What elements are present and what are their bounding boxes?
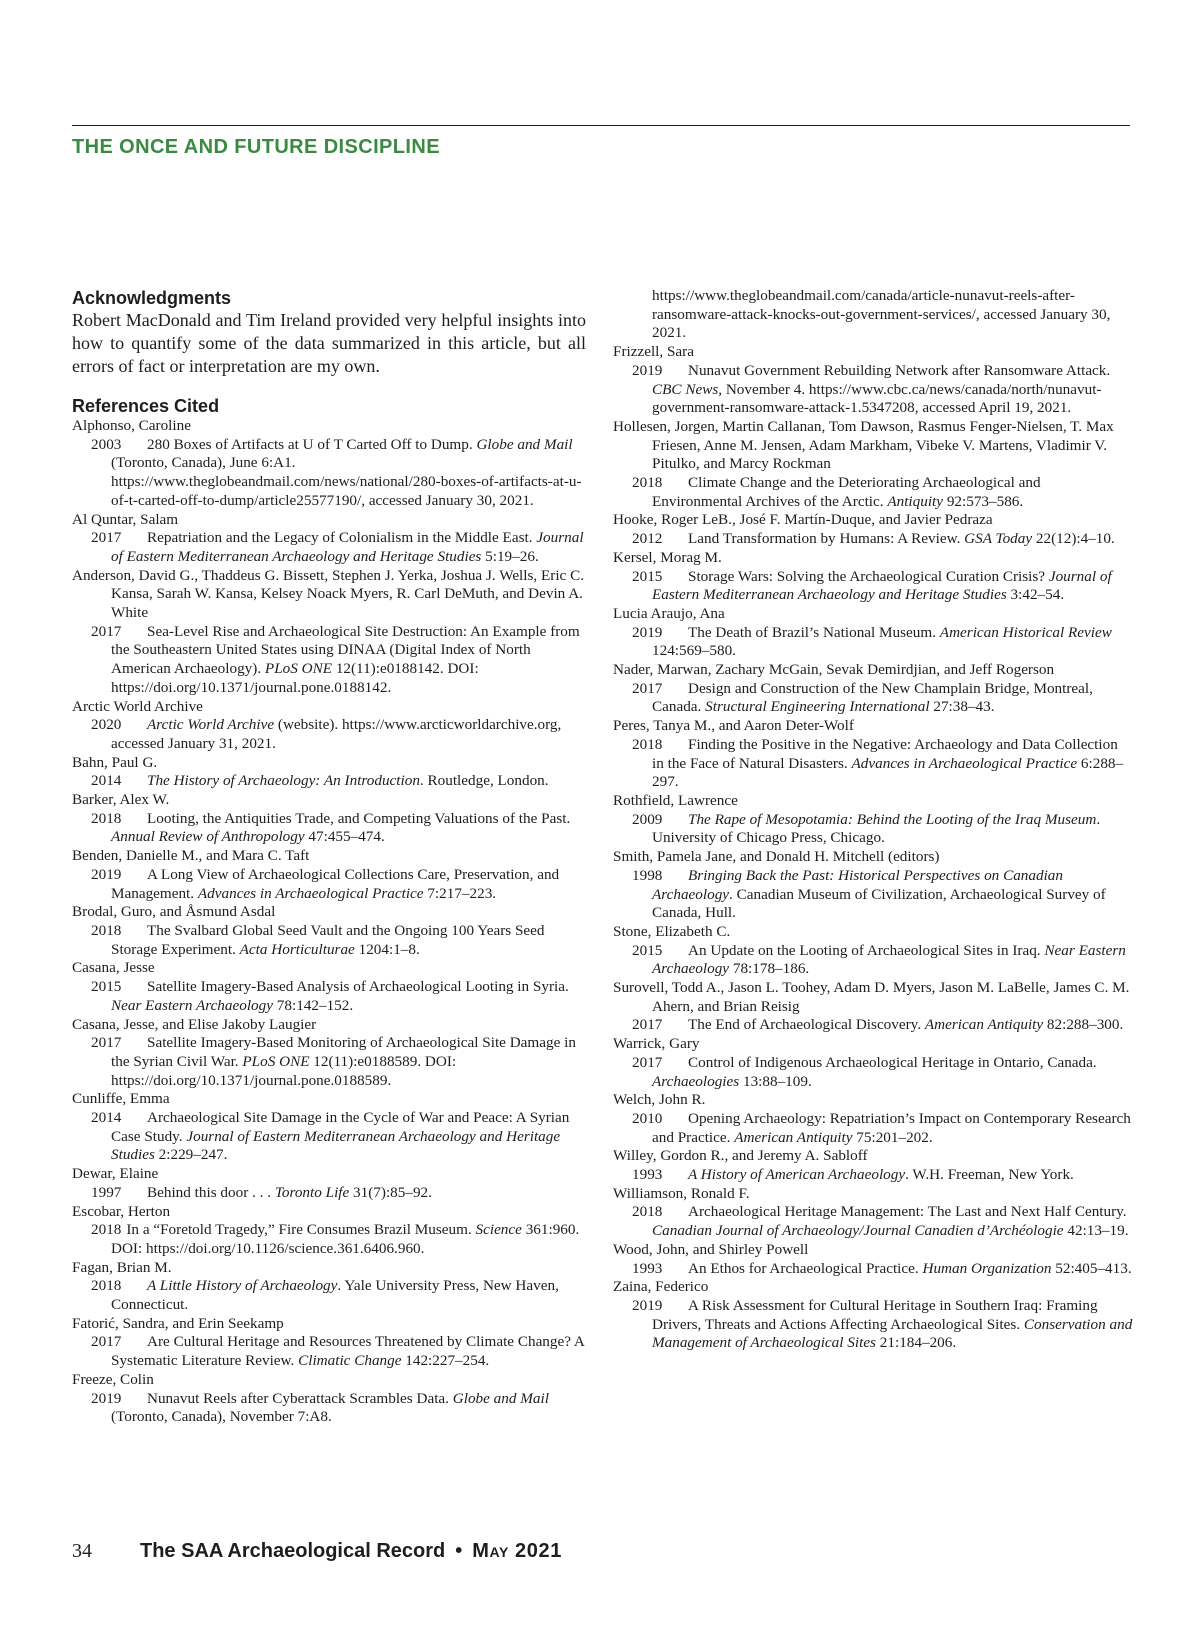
reference-author: Al Quntar, Salam (72, 510, 179, 528)
reference-entry (72, 623, 586, 698)
reference-author: Fatorić, Sandra, and Erin Seekamp (72, 1314, 284, 1332)
reference-year: 2015 (632, 941, 663, 959)
reference-citation: Storage Wars: Solving the Archaeological Curation Crisis? Journal of Eastern Mediterranean Archaeology and Heritage Studies 3:42–54. (652, 567, 1112, 604)
reference-year: 2003 (91, 435, 122, 453)
reference-citation: A Long View of Archaeological Collections Care, Preservation, and Management. Advances in Archaeological Practice 7:217–223. (111, 865, 560, 902)
reference-citation: In a “Foretold Tragedy,” Fire Consumes Brazil Museum. Science 361:960. DOI: https://doi.org/10.1126/science.361.6406.960. (111, 1221, 580, 1257)
issue-date: May 2021 (472, 1540, 562, 1562)
right-column (613, 287, 1133, 1353)
reference-citation: The Rape of Mesopotamia: Behind the Looting of the Iraq Museum. University of Chicago Press, Chicago. (652, 810, 1101, 847)
reference-author: Anderson, David G., Thaddeus G. Bissett, Stephen J. Yerka, Joshua J. Wells, Eric C. Kansa, Sarah W. Kansa, Kelsey Noack Myers, R. Carl DeMuth, and Devin A. White (72, 566, 585, 622)
reference-author: Escobar, Herton (72, 1202, 171, 1220)
reference-list-left (72, 417, 586, 1427)
reference-author: Benden, Danielle M., and Mara C. Taft (72, 847, 310, 865)
reference-entry (72, 529, 586, 566)
reference-author: Dewar, Elaine (72, 1165, 159, 1183)
reference-citation: Nunavut Government Rebuilding Network after Ransomware Attack. CBC News, November 4. https://www.cbc.ca/news/canada/north/nunavut-government-ransomware-attack-1.5347208, accessed April 19, 2021. (652, 361, 1111, 417)
reference-year: 2014 (91, 1109, 122, 1127)
reference-citation: Sea-Level Rise and Archaeological Site Destruction: An Example from the Southeastern United States using DINAA (Digital Index of North American Archaeology). PLoS ONE 12(11):e0188142. DOI: https://doi.org/10.1371/journal.pone.0188142. (111, 622, 580, 696)
reference-entry (613, 530, 1133, 549)
reference-year: 2018 (91, 809, 122, 827)
reference-year: 2017 (632, 1016, 663, 1034)
reference-entry (613, 1297, 1133, 1353)
footer-separator: • (455, 1540, 463, 1562)
reference-author: Lucia Araujo, Ana (613, 604, 725, 622)
reference-year: 2018 (632, 474, 663, 492)
reference-year: 2014 (91, 772, 122, 790)
reference-author: Barker, Alex W. (72, 791, 170, 809)
reference-year: 2018 (91, 1221, 122, 1239)
reference-year: 1993 (632, 1259, 663, 1277)
reference-entry (613, 1054, 1133, 1091)
reference-author: Casana, Jesse, and Elise Jakoby Laugier (72, 1015, 317, 1033)
reference-year: 2017 (91, 529, 122, 547)
reference-citation: Climate Change and the Deteriorating Archaeological and Environmental Archives of the Arctic. Antiquity 92:573–586. (652, 474, 1041, 510)
reference-citation: Looting, the Antiquities Trade, and Competing Valuations of the Past. Annual Review of Anthropology 47:455–474. (111, 809, 571, 846)
reference-year: 2010 (632, 1109, 663, 1127)
reference-year: 1998 (632, 866, 663, 884)
reference-author: Cunliffe, Emma (72, 1090, 170, 1108)
reference-entry (613, 1260, 1133, 1279)
reference-year: 2019 (91, 865, 122, 883)
reference-year: 2017 (632, 1053, 663, 1071)
reference-author: Peres, Tanya M., and Aaron Deter-Wolf (613, 717, 854, 735)
reference-citation: Opening Archaeology: Repatriation’s Impact on Contemporary Research and Practice. American Antiquity 75:201–202. (652, 1109, 1131, 1146)
reference-citation: An Ethos for Archaeological Practice. Human Organization 52:405–413. (688, 1259, 1132, 1277)
reference-entry (72, 866, 586, 903)
reference-entry (72, 772, 586, 791)
reference-entry (72, 1184, 586, 1203)
reference-entry (613, 1016, 1133, 1035)
reference-author: Zaina, Federico (613, 1278, 709, 1296)
reference-year: 2018 (91, 921, 122, 939)
reference-citation: Finding the Positive in the Negative: Archaeology and Data Collection in the Face of Natural Disasters. Advances in Archaeological Practice 6:288–297. (652, 735, 1124, 791)
reference-author: Casana, Jesse (72, 959, 155, 977)
reference-entry (72, 1109, 586, 1165)
reference-year: 2017 (632, 679, 663, 697)
reference-author: Hollesen, Jorgen, Martin Callanan, Tom Dawson, Rasmus Fenger-Nielsen, T. Max Friesen, Anne M. Jensen, Adam Markham, Vibeke V. Martens, Vladimir V. Pitulko, and Marcy Rockman (613, 417, 1114, 473)
reference-entry (72, 1333, 586, 1370)
reference-citation: Satellite Imagery-Based Analysis of Archaeological Looting in Syria. Near Eastern Archaeology 78:142–152. (111, 978, 569, 1014)
reference-citation: Land Transformation by Humans: A Review. GSA Today 22(12):4–10. (688, 530, 1115, 548)
acknowledgments-text: Robert MacDonald and Tim Ireland provided very helpful insights into how to quantify some of the data summarized in this article, but all errors of fact or interpretation are my own. (72, 310, 586, 376)
reference-entry (613, 867, 1133, 923)
reference-author: Brodal, Guro, and Åsmund Asdal (72, 903, 276, 921)
reference-entry (72, 716, 586, 753)
reference-entry (72, 1277, 586, 1314)
reference-year: 2017 (91, 1333, 122, 1351)
page-footer (72, 1540, 562, 1563)
reference-entry (613, 736, 1133, 792)
section-header: THE ONCE AND FUTURE DISCIPLINE (72, 136, 440, 158)
reference-author: Kersel, Morag M. (613, 548, 722, 566)
reference-author: Warrick, Gary (613, 1035, 700, 1053)
reference-year: 2020 (91, 716, 122, 734)
reference-year: 2017 (91, 622, 122, 640)
reference-citation: 280 Boxes of Artifacts at U of T Carted Off to Dump. Globe and Mail (Toronto, Canada), June 6:A1. https://www.theglobeandmail.com/news/national/280-boxes-of-artifacts-at-u-of-t-carted-off-to-dump/article25577190/, accessed January 30, 2021. (111, 435, 582, 509)
reference-entry (613, 362, 1133, 418)
reference-year: 2018 (91, 1277, 122, 1295)
reference-year: 2018 (632, 735, 663, 753)
reference-author: Wood, John, and Shirley Powell (613, 1240, 809, 1258)
reference-list-right (613, 343, 1133, 1353)
reference-author: Smith, Pamela Jane, and Donald H. Mitchell (editors) (613, 848, 940, 866)
reference-entry (72, 978, 586, 1015)
references-heading: References Cited (72, 396, 220, 416)
reference-year: 2019 (91, 1389, 122, 1407)
reference-author: Rothfield, Lawrence (613, 791, 738, 809)
reference-citation: Satellite Imagery-Based Monitoring of Archaeological Site Damage in the Syrian Civil War. PLoS ONE 12(11):e0188589. DOI: https://doi.org/10.1371/journal.pone.0188589. (111, 1034, 576, 1089)
reference-author: Freeze, Colin (72, 1370, 154, 1388)
reference-entry (613, 1166, 1133, 1185)
reference-entry (613, 1203, 1133, 1240)
reference-year: 2015 (632, 567, 663, 585)
reference-year: 1997 (91, 1183, 122, 1201)
header-rule (72, 125, 1130, 126)
reference-year: 2019 (632, 361, 663, 379)
reference-citation: The Death of Brazil’s National Museum. American Historical Review 124:569–580. (652, 623, 1112, 660)
reference-author: Arctic World Archive (72, 697, 203, 715)
reference-entry (72, 1221, 586, 1258)
reference-entry (72, 1034, 586, 1090)
reference-author: Nader, Marwan, Zachary McGain, Sevak Demirdjian, and Jeff Rogerson (613, 661, 1055, 679)
reference-citation: The History of Archaeology: An Introduction. Routledge, London. (147, 772, 549, 790)
left-column (72, 287, 586, 1427)
page-number: 34 (72, 1540, 92, 1562)
journal-title: The SAA Archaeological Record (140, 1540, 446, 1562)
reference-citation: A History of American Archaeology. W.H. Freeman, New York. (688, 1166, 1074, 1184)
reference-citation: Behind this door . . . Toronto Life 31(7):85–92. (147, 1183, 432, 1201)
reference-citation: An Update on the Looting of Archaeological Sites in Iraq. Near Eastern Archaeology 78:178–186. (652, 941, 1126, 978)
reference-citation: A Little History of Archaeology. Yale University Press, New Haven, Connecticut. (111, 1277, 559, 1314)
reference-author: Bahn, Paul G. (72, 753, 158, 771)
reference-entry (613, 680, 1133, 717)
reference-author: Stone, Elizabeth C. (613, 922, 731, 940)
reference-author: Fagan, Brian M. (72, 1258, 172, 1276)
reference-entry (72, 810, 586, 847)
reference-citation: The End of Archaeological Discovery. American Antiquity 82:288–300. (688, 1016, 1124, 1034)
reference-entry (613, 474, 1133, 511)
reference-citation: The Svalbard Global Seed Vault and the Ongoing 100 Years Seed Storage Experiment. Acta Horticulturae 1204:1–8. (111, 921, 545, 958)
reference-citation: A Risk Assessment for Cultural Heritage in Southern Iraq: Framing Drivers, Threats and Actions Affecting Archaeological Sites. Conservation and Management of Archaeological Sites 21:184–206. (652, 1296, 1133, 1352)
reference-year: 2009 (632, 810, 663, 828)
reference-continuation: https://www.theglobeandmail.com/canada/article-nunavut-reels-after-ransomware-attack-knocks-out-government-services/, accessed January 30, 2021. (652, 287, 1111, 342)
reference-year: 2019 (632, 1296, 663, 1314)
reference-year: 2017 (91, 1034, 122, 1052)
reference-author: Welch, John R. (613, 1091, 706, 1109)
reference-citation: Archaeological Heritage Management: The Last and Next Half Century. Canadian Journal of Archaeology/Journal Canadien d’Archéologie 42:13–19. (652, 1203, 1129, 1240)
reference-author: Willey, Gordon R., and Jeremy A. Sabloff (613, 1147, 868, 1165)
reference-author: Alphonso, Caroline (72, 417, 191, 434)
reference-citation: Bringing Back the Past: Historical Perspectives on Canadian Archaeology. Canadian Museum of Civilization, Archaeological Survey of Canada, Hull. (652, 866, 1106, 922)
reference-citation: Design and Construction of the New Champlain Bridge, Montreal, Canada. Structural Engineering International 27:38–43. (652, 679, 1093, 716)
reference-entry (613, 942, 1133, 979)
reference-citation: Archaeological Site Damage in the Cycle of War and Peace: A Syrian Case Study. Journal of Eastern Mediterranean Archaeology and Heritage Studies 2:229–247. (111, 1109, 570, 1164)
reference-author: Williamson, Ronald F. (613, 1184, 750, 1202)
reference-citation: Are Cultural Heritage and Resources Threatened by Climate Change? A Systematic Literature Review. Climatic Change 142:227–254. (111, 1333, 585, 1370)
reference-citation: Arctic World Archive (website). https://www.arcticworldarchive.org, accessed January 31, 2021. (111, 716, 562, 752)
reference-entry (72, 1390, 586, 1427)
reference-entry (613, 624, 1133, 661)
reference-citation: Repatriation and the Legacy of Colonialism in the Middle East. Journal of Eastern Mediterranean Archaeology and Heritage Studies 5:19–26. (111, 529, 584, 565)
reference-citation: Control of Indigenous Archaeological Heritage in Ontario, Canada. Archaeologies 13:88–109. (652, 1053, 1097, 1090)
reference-author: Frizzell, Sara (613, 343, 694, 361)
reference-entry (72, 922, 586, 959)
reference-year: 2012 (632, 530, 663, 548)
reference-year: 2018 (632, 1203, 663, 1221)
reference-entry (613, 811, 1133, 848)
reference-author: Hooke, Roger LeB., José F. Martín-Duque, and Javier Pedraza (613, 511, 993, 529)
reference-author: Surovell, Todd A., Jason L. Toohey, Adam D. Myers, Jason M. LaBelle, James C. M. Ahern, and Brian Reisig (613, 979, 1130, 1015)
reference-year: 1993 (632, 1166, 663, 1184)
reference-entry (72, 436, 586, 511)
reference-entry (613, 1110, 1133, 1147)
reference-year: 2019 (632, 623, 663, 641)
reference-citation: Nunavut Reels after Cyberattack Scrambles Data. Globe and Mail (Toronto, Canada), November 7:A8. (111, 1389, 549, 1426)
reference-entry (613, 568, 1133, 605)
acknowledgments-heading: Acknowledgments (72, 288, 232, 308)
reference-year: 2015 (91, 978, 122, 996)
